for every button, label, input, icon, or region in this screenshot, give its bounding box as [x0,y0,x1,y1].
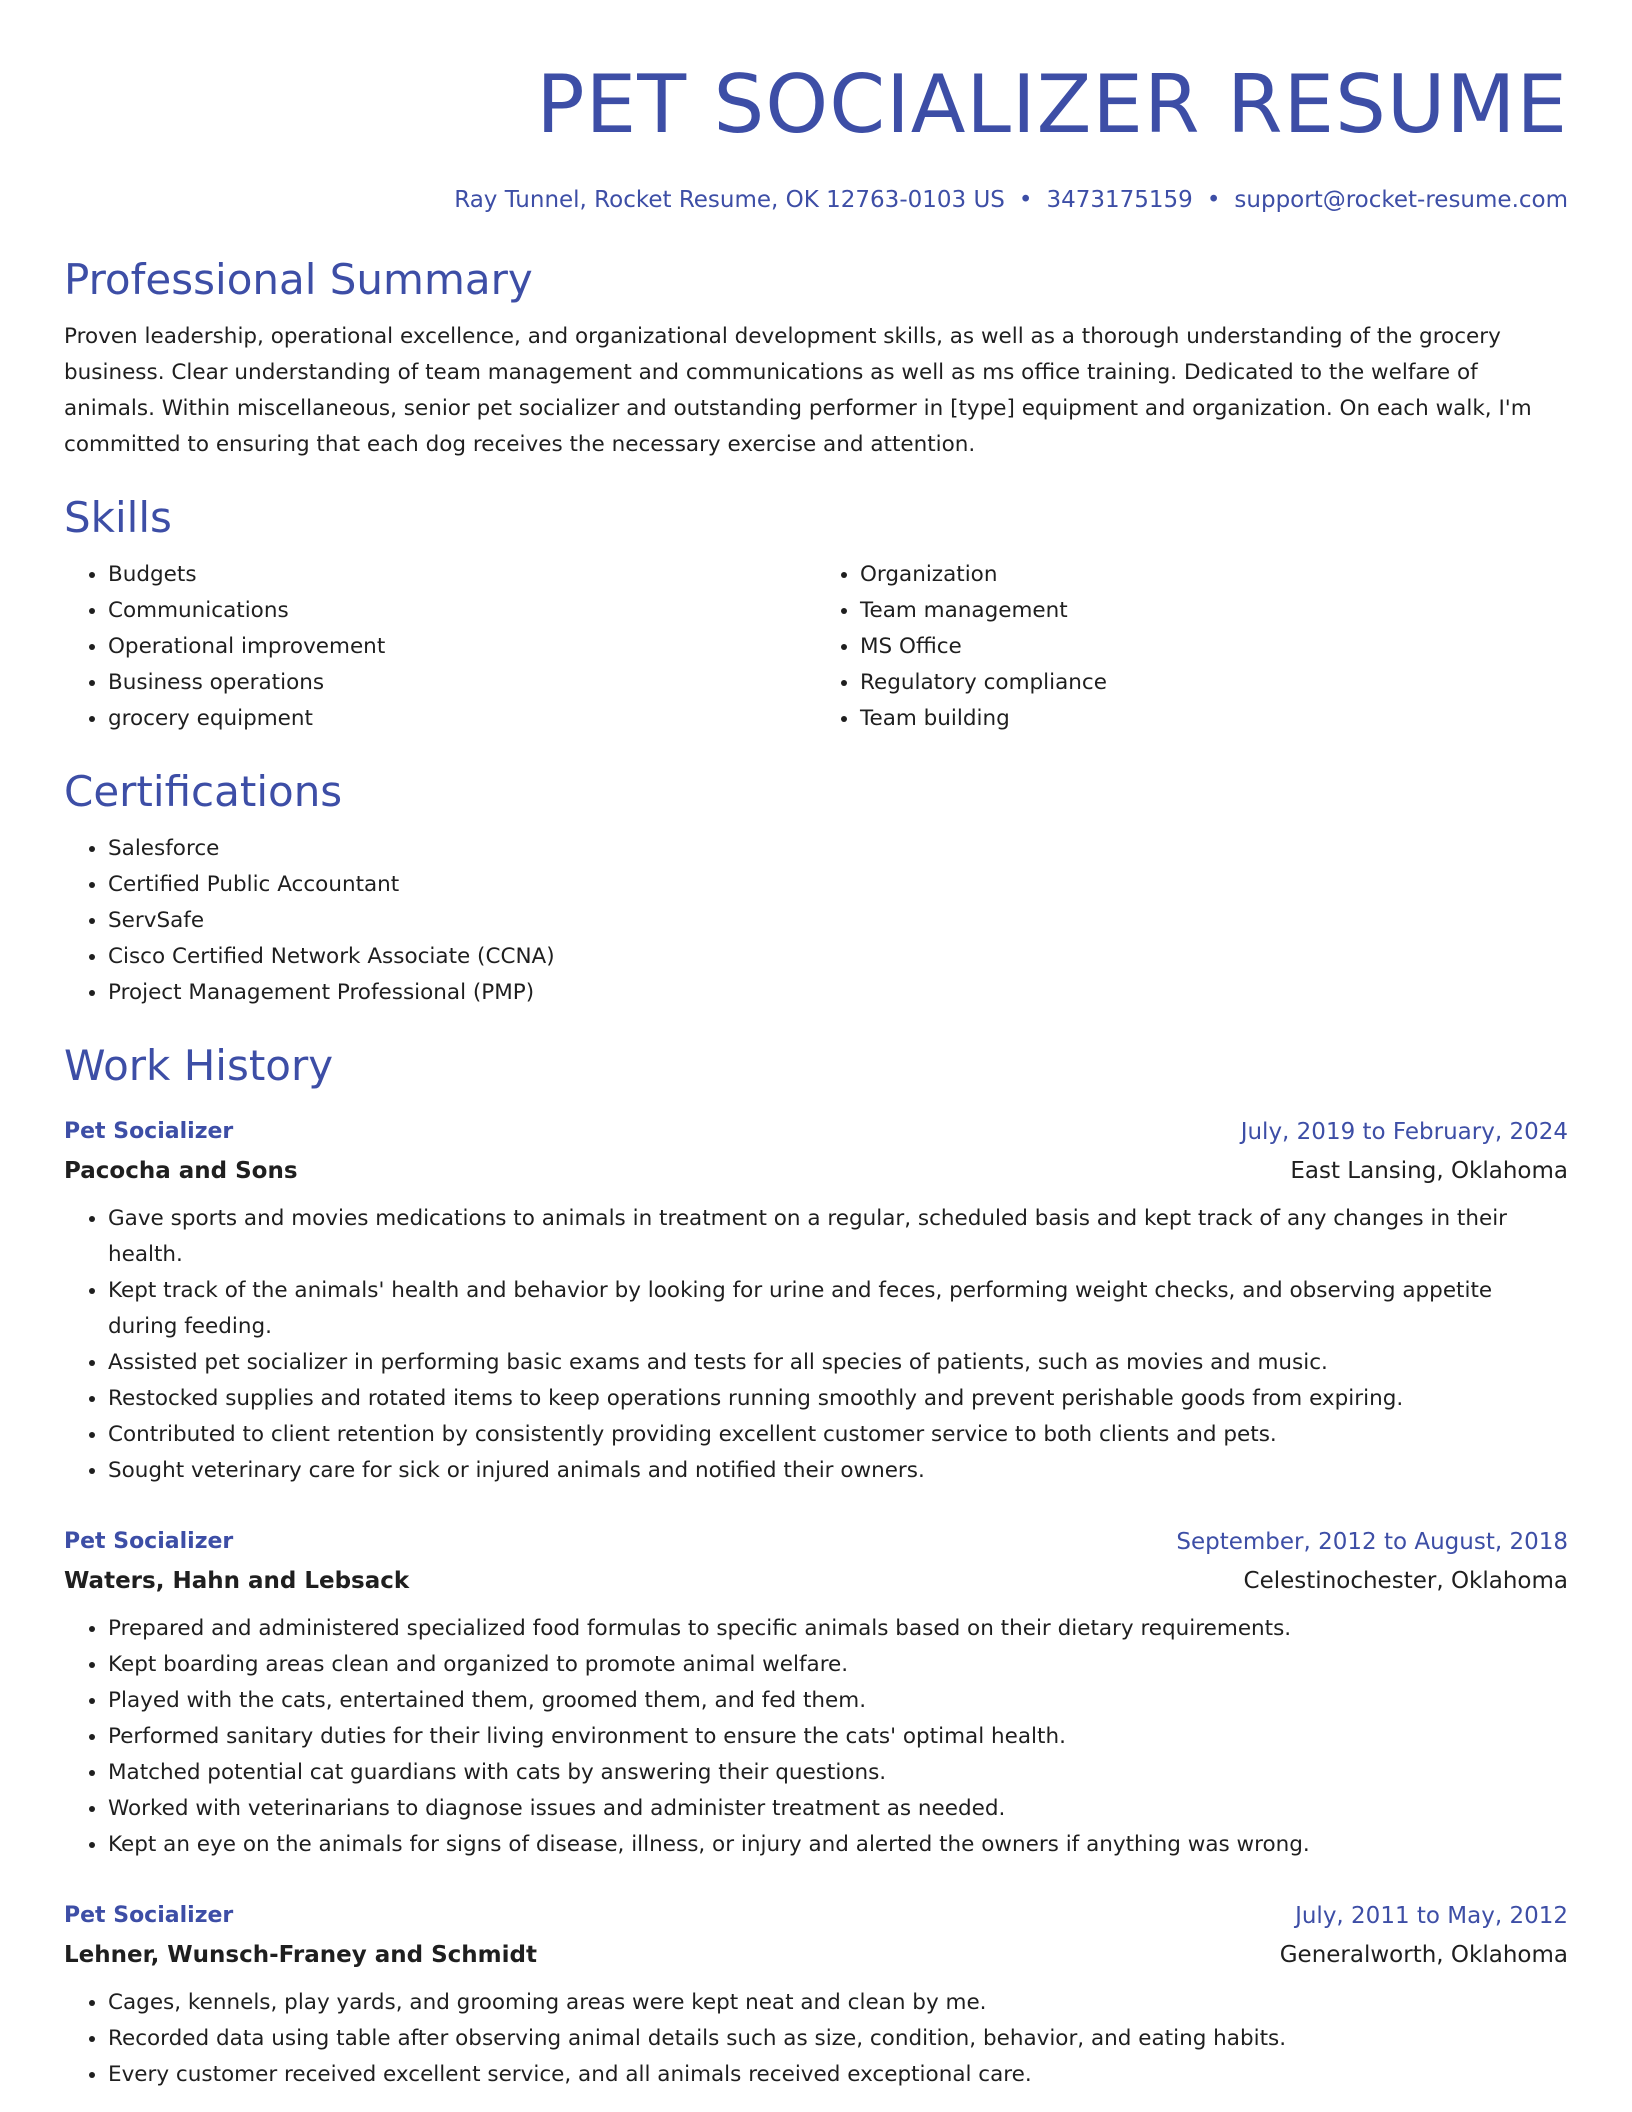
job-header-row [64,1523,1568,1561]
certification-item: • Cisco Certified Network Associate (CCNA) [108,939,1568,975]
skills-list-right [816,557,1568,737]
resume-header [64,0,1568,215]
skill-item: • Operational improvement [108,629,816,665]
certifications-heading: Certifications [64,767,343,816]
job-location: East Lansing, Oklahoma [1290,1158,1568,1184]
certifications-list [64,831,1568,1011]
job-duty: • Played with the cats, entertained them, groomed them, and fed them. [108,1683,1568,1719]
job-duty: • Prepared and administered specialized food formulas to specific animals based on their dietary requirements. [108,1611,1568,1647]
skill-item: • Regulatory compliance [860,665,1568,701]
job-duty: • Kept track of the animals' health and behavior by looking for urine and feces, performing weight checks, and observing appetite during feeding. [108,1273,1568,1345]
job-company: Waters, Hahn and Lebsack [64,1568,410,1594]
job-duty: • Performed sanitary duties for their living environment to ensure the cats' optimal health. [108,1719,1568,1755]
skills-grid [64,557,1568,737]
job-duty: • Every customer received excellent service, and all animals received exceptional care. [108,2057,1568,2093]
certification-item: • Certified Public Accountant [108,867,1568,903]
job-header-row [64,1897,1568,1935]
skills-list-left [64,557,816,737]
skill-item: • Business operations [108,665,816,701]
certification-item: • ServSafe [108,903,1568,939]
job-company-row [64,1935,1568,1975]
job-company-row [64,1151,1568,1191]
contact-separator: • [1018,187,1033,213]
skill-item: • Communications [108,593,816,629]
skill-item: • Team management [860,593,1568,629]
contact-phone: 3473175159 [1046,187,1193,213]
skills-heading: Skills [64,493,172,542]
job-duty: • Worked with veterinarians to diagnose issues and administer treatment as needed. [108,1791,1568,1827]
certification-item: • Salesforce [108,831,1568,867]
skill-item: • MS Office [860,629,1568,665]
job-title: Pet Socializer [64,1119,234,1144]
contact-separator: • [1206,187,1221,213]
summary-text: Proven leadership, operational excellence, and organizational development skills, as well as a thorough understanding of the grocery business. Clear understanding of team management and communications as well as ms office training. Dedicated to the welfare of animals. Within miscellaneous, senior pet socializer and outstanding performer in [type] equipment and organization. On each walk, I'm committed to ensuring that each dog receives the necessary exercise and attention. [64,324,1532,457]
skill-item: • grocery equipment [108,701,816,737]
contact-line [64,185,1568,215]
job-company: Lehner, Wunsch-Franey and Schmidt [64,1942,537,1968]
certification-item: • Project Management Professional (PMP) [108,975,1568,1011]
job-header-row [64,1113,1568,1151]
skill-item: • Organization [860,557,1568,593]
job-entry [64,1113,1568,1489]
job-duties-list [64,1611,1568,1863]
summary-heading: Professional Summary [64,255,533,304]
job-company: Pacocha and Sons [64,1158,298,1184]
resume-title: PET SOCIALIZER RESUME [536,58,1568,151]
job-location: Generalworth, Oklahoma [1279,1942,1568,1968]
job-entry [64,1897,1568,2093]
job-duty: • Cages, kennels, play yards, and grooming areas were kept neat and clean by me. [108,1985,1568,2021]
job-duty: • Matched potential cat guardians with cats by answering their questions. [108,1755,1568,1791]
job-duty: • Restocked supplies and rotated items to keep operations running smoothly and prevent perishable goods from expiring. [108,1381,1568,1417]
resume-page [64,0,1568,2093]
contact-address: Ray Tunnel, Rocket Resume, OK 12763-0103 US [454,187,1005,213]
contact-email[interactable]: support@rocket-resume.com [1234,187,1568,213]
skill-item: • Team building [860,701,1568,737]
job-dates: July, 2011 to May, 2012 [1295,1903,1568,1929]
job-company-row [64,1561,1568,1601]
job-entry [64,1523,1568,1863]
job-title: Pet Socializer [64,1903,234,1928]
work-history-heading: Work History [64,1041,334,1090]
job-duty: • Sought veterinary care for sick or injured animals and notified their owners. [108,1453,1568,1489]
job-duty: • Recorded data using table after observing animal details such as size, condition, behavior, and eating habits. [108,2021,1568,2057]
job-title: Pet Socializer [64,1529,234,1554]
job-duty: • Contributed to client retention by consistently providing excellent customer service to both clients and pets. [108,1417,1568,1453]
job-dates: July, 2019 to February, 2024 [1240,1119,1568,1145]
job-duty: • Assisted pet socializer in performing basic exams and tests for all species of patients, such as movies and music. [108,1345,1568,1381]
job-location: Celestinochester, Oklahoma [1243,1568,1568,1594]
job-duty: • Gave sports and movies medications to animals in treatment on a regular, scheduled basis and kept track of any changes in their health. [108,1201,1568,1273]
job-duties-list [64,1985,1568,2093]
job-dates: September, 2012 to August, 2018 [1176,1529,1568,1555]
job-duties-list [64,1201,1568,1489]
job-duty: • Kept an eye on the animals for signs of disease, illness, or injury and alerted the owners if anything was wrong. [108,1827,1568,1863]
job-duty: • Kept boarding areas clean and organized to promote animal welfare. [108,1647,1568,1683]
skill-item: • Budgets [108,557,816,593]
